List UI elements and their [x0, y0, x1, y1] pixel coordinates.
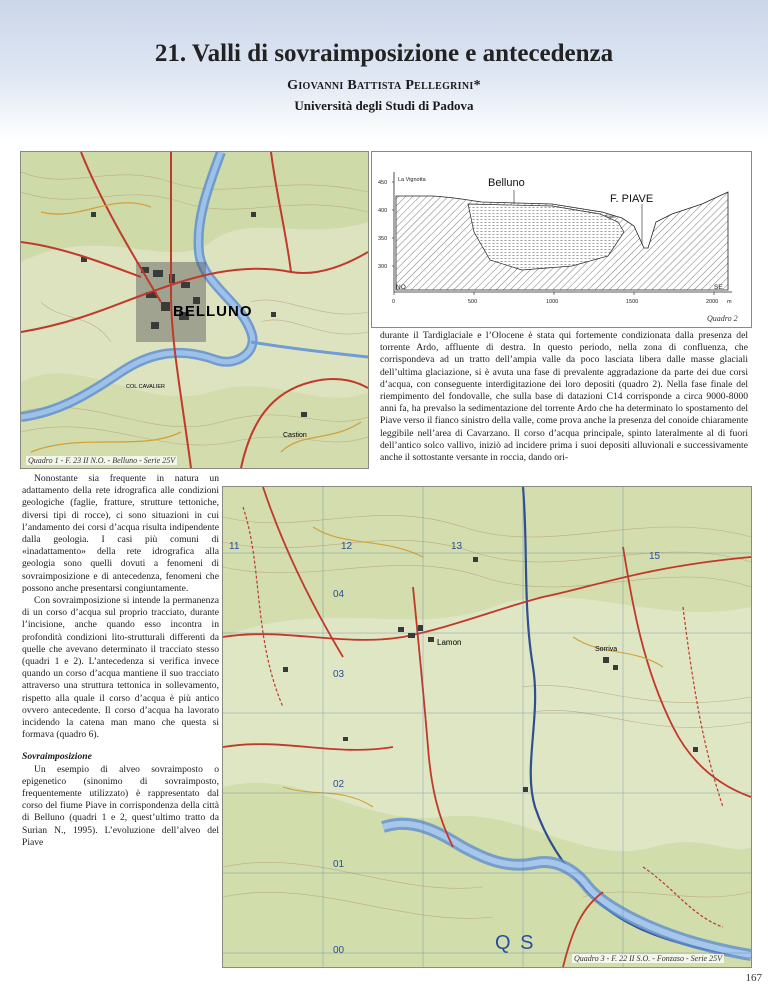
header-band: [0, 0, 768, 140]
grid-number-13: 13: [451, 541, 463, 552]
map-label-lamon: Lamon: [437, 638, 462, 647]
grid-number-01: 01: [333, 859, 345, 870]
affiliation: Università degli Studi di Padova: [294, 98, 474, 113]
section-y-tick-400: 400: [378, 208, 388, 214]
left-column-text: [22, 473, 219, 849]
map-label-col-cavalier: COL CAVALIER: [126, 384, 166, 390]
section-label-f-piave: F. PIAVE: [610, 193, 654, 205]
left-paragraph-1: Nonostante sia frequente in natura un adattamento della rete idrografica alle condizioni geologiche (faglie, fratture, strutture tettoniche, diversi tipi di rocce), ci sono situazioni in cui l’andamento dei corsi d’acqua risulta indipendente dalla geologia. I casi più comuni di «inadattamento» della rete idrografica alla geologia sono quelli dovuti a fenomeni di sovraimposizione e di antecedenza, fenomeni che possono anche presentarsi congiuntamente.: [22, 473, 219, 594]
map-label-sorriva: Sorriva: [595, 646, 618, 653]
grid-letters-qs: Q S: [495, 932, 536, 954]
chapter-title: 21. Valli di sovraimposizione e antecedenza: [154, 40, 614, 67]
grid-number-04: 04: [333, 589, 345, 600]
quadro-2-caption: Quadro 2: [707, 314, 738, 323]
section-y-tick-350: 350: [378, 236, 388, 242]
grid-number-00: 00: [333, 945, 345, 956]
section-label-belluno: Belluno: [488, 177, 525, 189]
author-name: Giovanni Battista Pellegrini*: [287, 78, 481, 93]
section-x-tick-500: 500: [468, 299, 478, 305]
section-x-tick-0: 0: [392, 299, 396, 305]
quadro-3-caption: Quadro 3 - F. 22 II S.O. - Fonzaso - Serie 25V: [574, 954, 722, 963]
quadro-1-map: [20, 151, 369, 469]
left-paragraph-2: Con sovraimposizione si intende la permanenza di un corso d’acqua sul proprio tracciato, durante l’incisione, anche quando esso incontra in profondità condizioni lito-strutturali differenti da quelle che avevano determinato il tracciato stesso (quadri 1 e 2). L’antecedenza si verifica invece quando un corso d’acqua mantiene il suo tracciato attraverso una struttura tettonica in sollevamento, rispetto alla quale il corso d’acqua è più antico ovvero antecedente. Il corso d’acqua ha lavorato incidendo la catena man mano che questa si formava (quadro 6).: [22, 595, 219, 741]
grid-number-12: 12: [341, 541, 353, 552]
right-column-paragraph: durante il Tardiglaciale e l’Olocene è stata qui fortemente condizionata dalla presenza del torrente Ardo, affluente di destra. In questo periodo, nella zona di confluenza, che corrispondeva ad un tratto dell’ampia valle da poco lasciata libera dalle masse glaciali dell’ultima glaciazione, si è avuta una fase di prevalente aggradazione da parte dei due corsi d’acqua, con conseguente interdigitazione dei loro depositi (quadro 2). Nella fase finale del riempimento del fondovalle, che sulla base di datazioni C14 corrisponde a circa 9000-8000 anni fa, ha prevalso la sedimentazione del torrente Ardo che ha determinato lo spostamento del Piave verso il fianco sinistro della valle, come prova anche la presenza del conoide chiaramente leggibile nell’area di Cavarzano. Il corso d’acqua principale, spinto lateralmente al di fuori dell’antico solco vallivo, iniziò ad incidere prima i suoi depositi alluvionali e successivamente anche il sottostante versante in roccia, dando ori-: [380, 330, 748, 464]
section-x-tick-1500: 1500: [626, 299, 639, 305]
left-paragraph-3: Un esempio di alveo sovraimposto o epigenetico (sinonimo di sovraimposto, frequentemente utilizzato) è rappresentato dal corso del fiume Piave in corrispondenza della città di Belluno (quadri 1 e 2, quest’ultimo tratto da Surian N., 1995). L’evoluzione dell’alveo del Piave: [22, 763, 219, 848]
section-y-tick-300: 300: [378, 264, 388, 270]
section-x-tick-2000: 2000: [706, 299, 719, 305]
quadro-2-section: [371, 151, 752, 328]
section-y-tick-450: 450: [378, 180, 388, 186]
grid-number-02: 02: [333, 779, 345, 790]
section-x-tick-1000: 1000: [546, 299, 559, 305]
right-column-text: [380, 330, 748, 464]
section-label-la-vignotta: La Vignotta: [398, 177, 426, 183]
quadro-3-map: [222, 486, 752, 968]
grid-number-03: 03: [333, 669, 345, 680]
grid-number-15: 15: [649, 551, 661, 562]
section-x-unit: m: [727, 299, 732, 305]
page-number: 167: [745, 972, 762, 984]
section-heading-sovraimposizione: Sovraimposizione: [22, 751, 92, 763]
map-label-belluno: BELLUNO: [173, 303, 253, 320]
grid-number-11: 11: [229, 541, 240, 552]
map-label-castion: Castion: [283, 432, 307, 439]
quadro-1-caption: Quadro 1 - F. 23 II N.O. - Belluno - Serie 25V: [28, 456, 176, 465]
